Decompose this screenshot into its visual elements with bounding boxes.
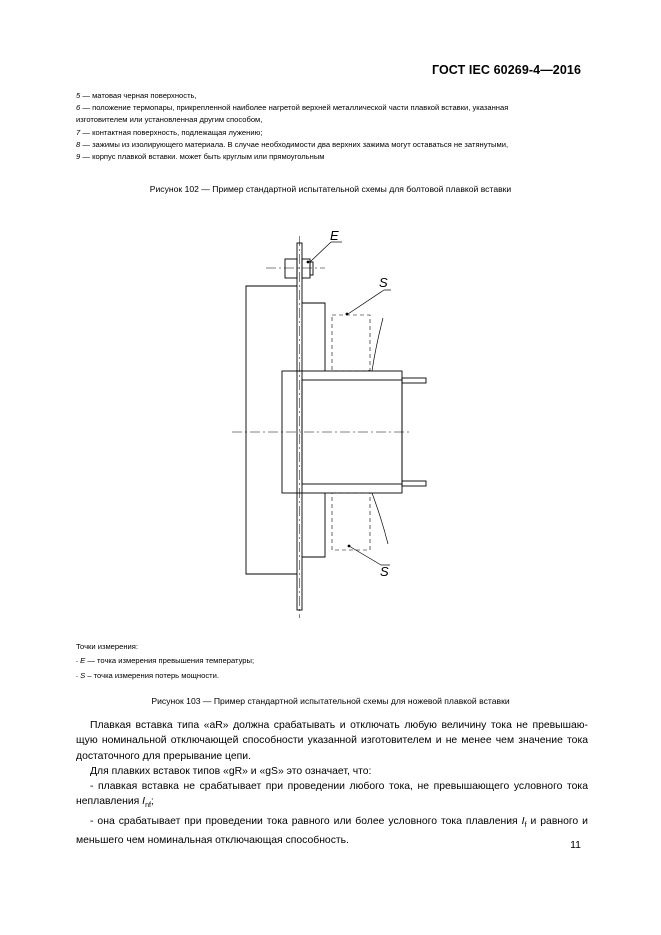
legend-item: 6 — положение термопары, прикрепленной наиболее нагретой верхней металлической части плавкой вставки, указанная bbox=[76, 103, 509, 113]
measurement-point-item: - S – точка измерения потерь мощности. bbox=[76, 671, 219, 680]
label-s-top: S bbox=[379, 275, 388, 290]
legend-item: 8 — зажимы из изолирующего материала. В случае необходимости два верхних зажима могут оставаться не затянутыми, bbox=[76, 139, 509, 149]
hidden-contact-top bbox=[332, 315, 370, 371]
paragraph-ar: Плавкая вставка типа «aR» должна срабатывать и отключать любую величину тока не превышаю-щую номинальной отключающей способности указанной изготовителем и не менее чем значение тока достаточного для прерывание цепи. bbox=[76, 720, 588, 762]
legend-item: 5 — матовая черная поверхность, bbox=[76, 91, 197, 100]
mounting-frame bbox=[246, 286, 297, 574]
leader-e bbox=[310, 242, 331, 262]
body-curve-bottom bbox=[372, 493, 388, 544]
legend-item: 7 — контактная поверхность, подлежащая лужению; bbox=[76, 127, 263, 137]
body-curve-top bbox=[372, 318, 383, 371]
legend-item-continuation: изготовителем или установленная другим способом, bbox=[76, 115, 263, 125]
terminal-top bbox=[402, 378, 426, 383]
figure102-caption: Рисунок 102 — Пример стандартной испытательной схемы для болтовой плавкой вставки bbox=[149, 184, 512, 194]
page-number: 11 bbox=[570, 839, 581, 851]
document-header: ГОСТ IEC 60269-4—2016 bbox=[431, 63, 581, 77]
label-s-bottom: S bbox=[380, 564, 389, 579]
body-text bbox=[76, 718, 588, 849]
terminal-bottom bbox=[402, 481, 426, 486]
paragraph-melting: - она срабатывает при проведении тока равного или более условного тока плавления $I_f$ и равного и меньшего чем номинальная отключающая способность. bbox=[76, 815, 588, 847]
measurement-points-title: Точки измерения: bbox=[76, 642, 139, 651]
measurement-point-s-top bbox=[346, 313, 349, 316]
measurement-points bbox=[76, 640, 254, 684]
thermocouple-point-e bbox=[307, 261, 310, 264]
lower-flange bbox=[302, 493, 325, 557]
measurement-point-item: - E — точка измерения превышения температуры; bbox=[76, 656, 255, 665]
paragraph-gr-gs: Для плавких вставок типов «gR» и «gS» это означает, что: bbox=[90, 765, 372, 777]
measurement-point-s-bottom bbox=[348, 545, 351, 548]
label-e: E bbox=[330, 228, 339, 243]
bolt-end bbox=[310, 262, 313, 275]
leader-s-top bbox=[348, 290, 384, 314]
figure103-caption: Рисунок 103 — Пример стандартной испытательной схемы для ножевой плавкой вставки bbox=[151, 696, 510, 706]
upper-flange bbox=[302, 303, 325, 371]
legend-item: 9 — корпус плавкой вставки. может быть круглым или прямоугольным bbox=[76, 152, 325, 162]
leader-s-bottom bbox=[349, 546, 381, 565]
hidden-contact-bottom bbox=[332, 493, 370, 550]
bolt-nut bbox=[285, 259, 297, 278]
paragraph-non-melting: - плавкая вставка не срабатывает при проведении любого тока, не превышающего условного тока неплавления $I_{nf}$; bbox=[76, 781, 588, 810]
